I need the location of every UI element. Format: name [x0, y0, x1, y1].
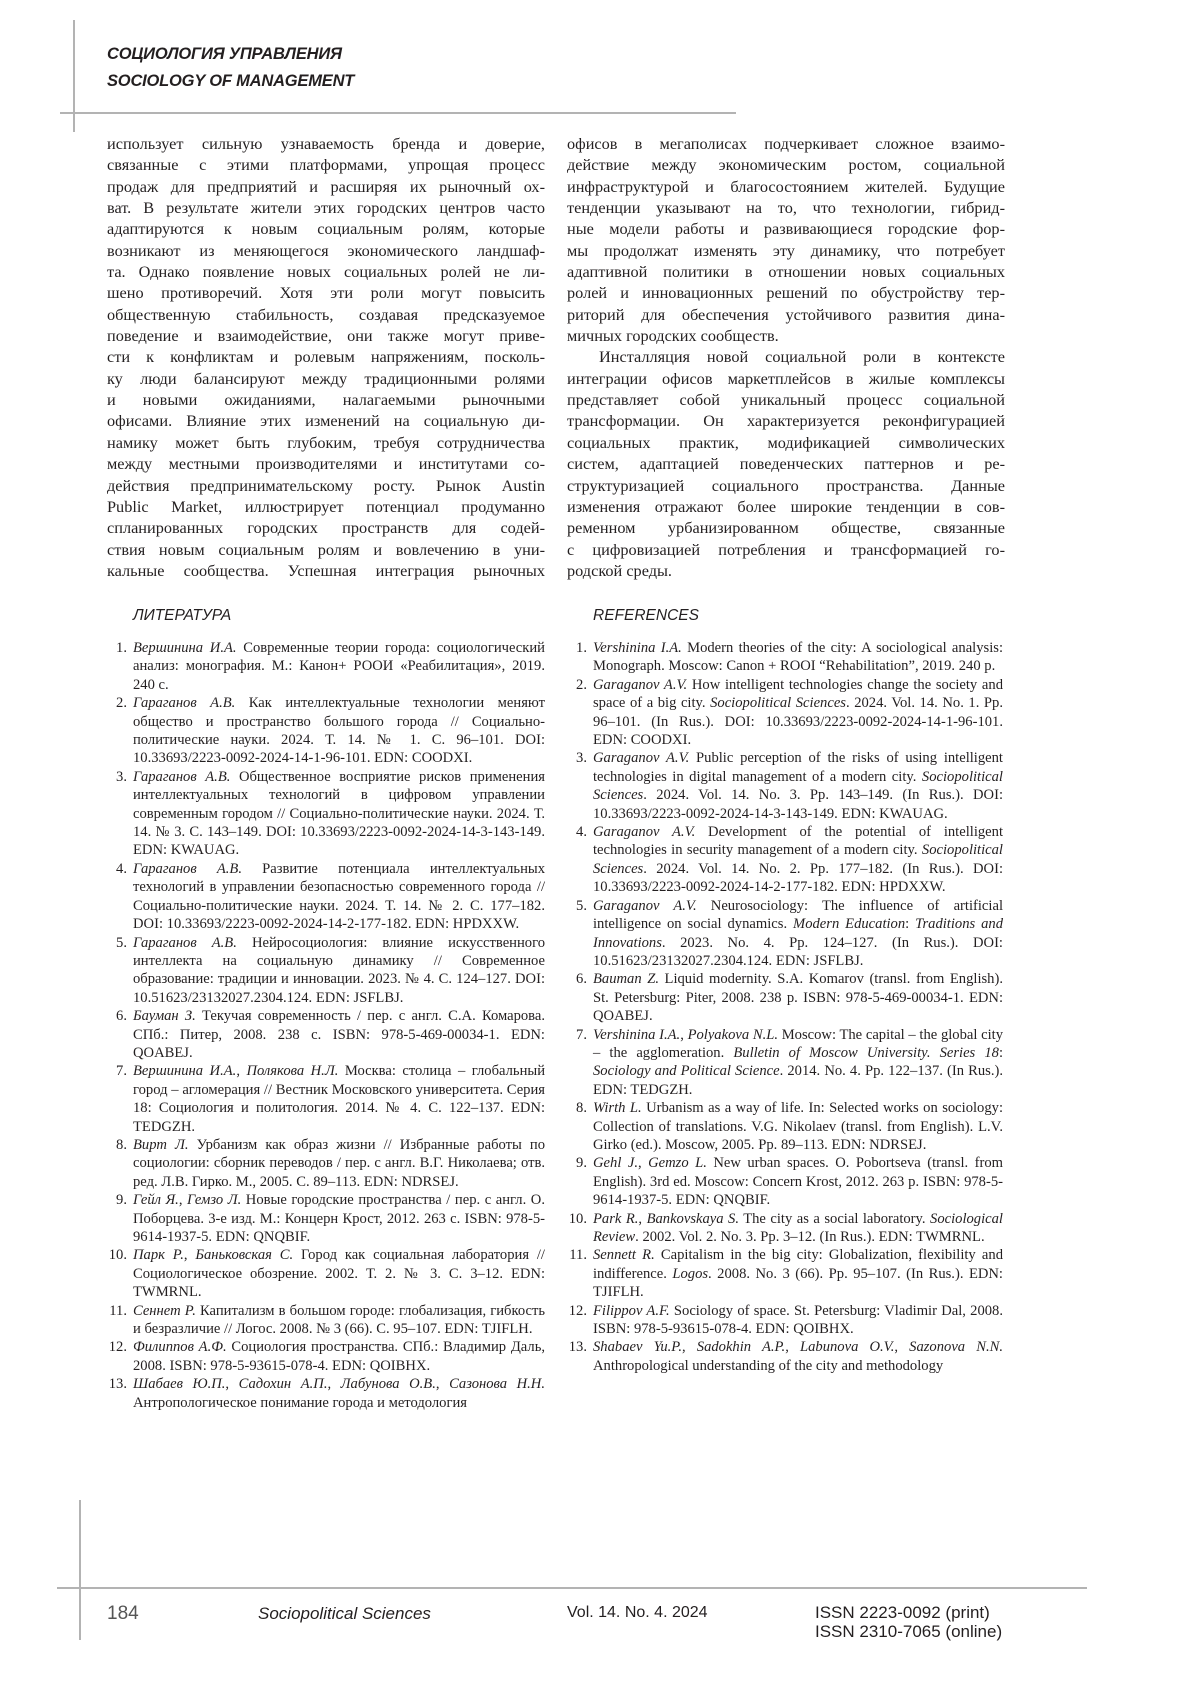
reference-number: 13.	[107, 1375, 127, 1393]
reference-text: ,	[682, 1339, 697, 1355]
reference-italic-text: Shabaev Yu.P.	[593, 1339, 682, 1355]
reference-text: Public perception of the risks of using intelligent technologies in digital management of a modern city.	[593, 750, 1003, 784]
reference-text: . 2024. Vol. 14. No. 3. Pp. 143–149. (In Rus.). DOI: 10.33693/2223-0092-2024-14-3-143-149. EDN: KWAUAG.	[593, 787, 1003, 821]
reference-number: 11.	[567, 1246, 587, 1264]
reference-number: 5.	[107, 934, 127, 952]
text-line: сти к конфликтам и ролевым напряжениям, посколь-	[107, 346, 545, 367]
text-line: использует сильную узнаваемость бренда и доверие,	[107, 133, 545, 154]
reference-text: ,	[638, 1211, 646, 1227]
text-line: с цифровизацией потребления и трансформацией го-	[567, 539, 1005, 560]
references-heading-ru: ЛИТЕРАТУРА	[133, 607, 231, 625]
reference-italic-text: Филиппов А.Ф.	[133, 1339, 227, 1355]
reference-italic-text: Sociopolitical Sciences	[593, 842, 1003, 876]
reference-item	[567, 970, 1003, 1025]
reference-text: Современные теории города: социологический анализ: монография. М.: Канон+ РООИ «Реабилитация», 2019. 240 с.	[133, 640, 545, 693]
reference-italic-text: Gehl J.	[593, 1155, 638, 1171]
reference-number: 9.	[107, 1191, 127, 1209]
text-line: спланированных городских пространств для содей-	[107, 517, 545, 538]
reference-text: Развитие потенциала интеллектуальных технологий в управлении безопасностью современного города // Социально-политические науки. 2024. Т. 14. № 2. С. 177–182. DOI: 10.33693/2223-0092-2024-14-2-177-182. EDN: HPDXXW.	[133, 861, 545, 932]
reference-text: . 2002. Vol. 2. No. 3. Pp. 3–12. (In Rus.). EDN: TWMRNL.	[635, 1229, 984, 1245]
reference-italic-text: Garaganov A.V.	[593, 898, 697, 914]
reference-italic-text: Vershinina I.A.	[593, 640, 682, 656]
text-line: адаптируются к новым социальным ролям, которые	[107, 218, 545, 239]
reference-italic-text: Сеннет Р.	[133, 1303, 196, 1319]
text-line: офисами. Влияние этих изменений на социальную ди-	[107, 410, 545, 431]
text-line: продаж для предприятий и расширяя их рыночный ох-	[107, 176, 545, 197]
text-line: родской среды.	[567, 560, 1005, 581]
reference-text: Москва: столица – глобальный город – агломерация // Вестник Московского университета. Серия 18: Социология и политология. 2014. № 4. С. 122–137. EDN: TEDGZH.	[133, 1063, 545, 1134]
reference-text: Neurosociology: The influence of artificial intelligence on social dynamics.	[593, 898, 1003, 932]
text-line: шено противоречий. Хотя эти роли могут повысить	[107, 282, 545, 303]
text-line: связанные с этими платформами, упрощая процесс	[107, 154, 545, 175]
reference-number: 4.	[107, 860, 127, 878]
text-line: мы продолжат изменять эту динамику, что потребует	[567, 240, 1005, 261]
reference-item	[107, 1062, 545, 1136]
text-line: ват. В результате жители этих городских центров часто	[107, 197, 545, 218]
reference-number: 9.	[567, 1154, 587, 1172]
reference-italic-text: Modern Education	[793, 916, 905, 932]
references-list-ru	[107, 639, 545, 1412]
footer-vertical-rule	[79, 1500, 81, 1640]
reference-italic-text: Garaganov A.V.	[593, 750, 689, 766]
reference-number: 10.	[107, 1246, 127, 1264]
reference-text: Sociology of space. St. Petersburg: Vladimir Dal, 2008. ISBN: 978-5-93615-078-4. EDN: QOIBHX.	[593, 1303, 1003, 1337]
reference-text: Новые городские пространства / пер. с англ. О. Поборцева. 3-е изд. М.: Концерн Крост, 2012. 263 с. ISBN: 978-5-9614-1937-5. EDN: QNQBIF.	[133, 1192, 545, 1245]
text-line: ролей и инновационных решений по обустройству тер-	[567, 282, 1005, 303]
reference-text: ,	[236, 1063, 246, 1079]
reference-text: Anthropological understanding of the city and methodology	[593, 1358, 943, 1374]
reference-number: 12.	[107, 1338, 127, 1356]
footer-horizontal-rule	[57, 1587, 1087, 1589]
reference-text: Нейросоциология: влияние искусственного интеллекта на социальную динамику // Современное образование: традиции и инновации. 2023. № 4. С. 124–127. DOI: 10.51623/23132027.2304.124. EDN: JSFLBJ.	[133, 935, 545, 1006]
text-line: инфраструктурой и благосостоянием жителей. Будущие	[567, 176, 1005, 197]
reference-italic-text: Sociopolitical Sciences	[593, 769, 1003, 803]
reference-italic-text: Бауман З.	[133, 1008, 196, 1024]
text-line: поведение и взаимодействие, они также могут приве-	[107, 325, 545, 346]
reference-item	[107, 639, 545, 694]
issn-online: ISSN 2310-7065 (online)	[815, 1622, 1002, 1642]
reference-number: 7.	[107, 1062, 127, 1080]
reference-italic-text: Logos	[672, 1266, 708, 1282]
text-line: действие между экономическим ростом, социальной	[567, 154, 1005, 175]
issue-info: Vol. 14. No. 4. 2024	[567, 1604, 708, 1622]
reference-text: Общественное восприятие рисков применения интеллектуальных технологий в цифровом управлении современным городом // Социально-политические науки. 2024. Т. 14. № 3. С. 143–149. DOI: 10.33693/2223-0092-2024-14-3-143-149. EDN: KWAUAG.	[133, 769, 545, 859]
reference-text: ,	[680, 1027, 687, 1043]
reference-text: Modern theories of the city: A sociological analysis: Monograph. Moscow: Canon + ROOI “Rehabilitation”, 2019. 240 p.	[593, 640, 1003, 674]
reference-italic-text: Park R.	[593, 1211, 638, 1227]
reference-text: Urbanism as a way of life. In: Selected works on sociology: Collection of translations. V.G. Nikolaev (transl. from English). L.V. Girko (ed.). Moscow, 2005. Pp. 89–113. EDN: NDRSEJ.	[593, 1100, 1003, 1153]
text-line: и новыми ожиданиями, налагаемыми рыночными	[107, 389, 545, 410]
reference-italic-text: Sazonova N.N.	[909, 1339, 1003, 1355]
reference-number: 2.	[567, 676, 587, 694]
reference-item	[107, 1007, 545, 1062]
reference-item	[107, 1375, 545, 1412]
text-line: социальных практик, модификацией символических	[567, 432, 1005, 453]
reference-item	[107, 1302, 545, 1339]
reference-italic-text: Labunova O.V.	[800, 1339, 894, 1355]
reference-italic-text: Bauman Z.	[593, 971, 659, 987]
reference-italic-text: Лабунова О.В.	[341, 1376, 436, 1392]
reference-item	[567, 1302, 1003, 1339]
text-line: кальные сообщества. Успешная интеграция рыночных	[107, 560, 545, 581]
text-line: действия предпринимательскому росту. Рынок Austin	[107, 475, 545, 496]
reference-text: . 2024. Vol. 14. No. 2. Pp. 177–182. (In Rus.). DOI: 10.33693/2223-0092-2024-14-2-177-182. EDN: HPDXXW.	[593, 861, 1003, 895]
reference-italic-text: Вершинина И.А.	[133, 640, 237, 656]
text-line: общественную стабильность, создавая предсказуемое	[107, 304, 545, 325]
reference-item	[567, 1026, 1003, 1100]
reference-item	[567, 1246, 1003, 1301]
reference-italic-text: Garaganov A.V.	[593, 824, 695, 840]
reference-italic-text: Баньковская С.	[195, 1247, 293, 1263]
reference-text: ,	[894, 1339, 909, 1355]
text-line: ствия новым социальным ролям и вовлечению в уни-	[107, 539, 545, 560]
text-line: ку люди балансируют между традиционными ролями	[107, 368, 545, 389]
reference-italic-text: Вирт Л.	[133, 1137, 188, 1153]
header-vertical-rule	[73, 20, 75, 132]
reference-italic-text: Гараганов А.В.	[133, 769, 230, 785]
reference-text: . 2008. No. 3 (66). Pp. 95–107. (In Rus.). EDN: TJIFLH.	[593, 1266, 1003, 1300]
text-line: возникают из меняющегося экономического ландшаф-	[107, 240, 545, 261]
reference-text: Урбанизм как образ жизни // Избранные работы по социологии: сборник переводов / пер. с англ. В.Г. Николаева; отв. ред. Л.В. Гирко. М., 2005. С. 89–113. EDN: NDRSEJ.	[133, 1137, 545, 1190]
reference-number: 13.	[567, 1338, 587, 1356]
page-number: 184	[107, 1603, 139, 1625]
text-line: риторий для обеспечения устойчивого развития дина-	[567, 304, 1005, 325]
reference-item	[107, 860, 545, 934]
reference-text: ,	[184, 1247, 195, 1263]
reference-text: ,	[179, 1192, 187, 1208]
header-horizontal-rule	[60, 112, 736, 114]
reference-italic-text: Вершинина И.А.	[133, 1063, 236, 1079]
text-line: Инсталляция новой социальной роли в контексте	[567, 346, 1005, 367]
text-line: офисов в мегаполисах подчеркивает сложное взаимо-	[567, 133, 1005, 154]
reference-text: Capitalism in the big city: Globalization, flexibility and indifference.	[593, 1247, 1003, 1281]
text-line: ременном урбанизированном обществе, связанные	[567, 517, 1005, 538]
reference-text: ,	[638, 1155, 648, 1171]
reference-text: ,	[785, 1339, 800, 1355]
reference-italic-text: Sennett R.	[593, 1247, 655, 1263]
reference-text: How intelligent technologies change the society and space of a big city.	[593, 677, 1003, 711]
reference-italic-text: Парк Р.	[133, 1247, 184, 1263]
reference-item	[107, 1136, 545, 1191]
reference-number: 5.	[567, 897, 587, 915]
reference-number: 6.	[567, 970, 587, 988]
reference-text: Капитализм в большом городе: глобализация, гибкость и безразличие // Логос. 2008. № 3 (66). С. 95–107. EDN: TJIFLH.	[133, 1303, 545, 1337]
reference-text: Текучая современность / пер. с англ. С.А. Комарова. СПб.: Питер, 2008. 238 с. ISBN: 978-5-469-00034-1. EDN: QOABEJ.	[133, 1008, 545, 1061]
reference-item	[107, 768, 545, 860]
section-title-en: SOCIOLOGY OF MANAGEMENT	[107, 72, 354, 91]
text-line: Public Market, иллюстрирует потенциал продуманно	[107, 496, 545, 517]
text-line: та. Однако появление новых социальных ролей не ли-	[107, 261, 545, 282]
reference-text: ,	[225, 1376, 238, 1392]
body-column-left	[107, 133, 545, 581]
reference-number: 3.	[567, 749, 587, 767]
reference-italic-text: Полякова Н.Л.	[246, 1063, 338, 1079]
reference-number: 10.	[567, 1210, 587, 1228]
reference-italic-text: Traditions and Innovations	[593, 916, 1003, 950]
reference-number: 3.	[107, 768, 127, 786]
reference-number: 1.	[107, 639, 127, 657]
reference-text: :	[905, 916, 915, 932]
reference-item	[567, 749, 1003, 823]
reference-item	[107, 1246, 545, 1301]
reference-italic-text: Садохин А.П.	[239, 1376, 328, 1392]
reference-text: The city as a social laboratory.	[739, 1211, 930, 1227]
reference-text: . 2023. No. 4. Pp. 124–127. (In Rus.). DOI: 10.51623/23132027.2304.124. EDN: JSFLBJ.	[593, 935, 1003, 969]
reference-italic-text: Sociology and Political Science	[593, 1063, 780, 1079]
reference-item	[107, 1191, 545, 1246]
reference-italic-text: Гейл Я.	[133, 1192, 179, 1208]
text-line: между местными производителями и институтами со-	[107, 453, 545, 474]
reference-item	[567, 1099, 1003, 1154]
journal-name: Sociopolitical Sciences	[258, 1604, 431, 1624]
text-line: намику может быть глубоким, требуя сотрудничества	[107, 432, 545, 453]
reference-number: 1.	[567, 639, 587, 657]
reference-text: ,	[436, 1376, 449, 1392]
reference-item	[567, 1338, 1003, 1375]
reference-item	[567, 1154, 1003, 1209]
reference-number: 6.	[107, 1007, 127, 1025]
reference-text: Город как социальная лаборатория // Социологическое обозрение. 2002. Т. 2. № 3. С. 3–12. EDN: TWMRNL.	[133, 1247, 545, 1300]
section-title-ru: СОЦИОЛОГИЯ УПРАВЛЕНИЯ	[107, 45, 342, 64]
reference-italic-text: Сазонова Н.Н.	[449, 1376, 545, 1392]
reference-text: Development of the potential of intelligent technologies in security management of a modern city.	[593, 824, 1003, 858]
text-line: трансформации. Он характеризуется реконфигурацией	[567, 410, 1005, 431]
reference-text: New urban spaces. O. Pobortseva (transl. from English). 3rd ed. Moscow: Concern Krost, 2012. 263 p. ISBN: 978-5-9614-1937-5. EDN: QNQBIF.	[593, 1155, 1003, 1208]
text-line: мичных городских сообществ.	[567, 325, 1005, 346]
reference-italic-text: Polyakova N.L.	[688, 1027, 778, 1043]
reference-italic-text: Шабаев Ю.П.	[133, 1376, 225, 1392]
reference-italic-text: Sadokhin A.P.	[697, 1339, 785, 1355]
reference-italic-text: Bulletin of Moscow University. Series 18	[733, 1045, 999, 1061]
reference-italic-text: Sociopolitical Sciences	[710, 695, 846, 711]
reference-number: 8.	[567, 1099, 587, 1117]
text-line: представляет собой уникальный процесс социальной	[567, 389, 1005, 410]
text-line: ные модели работы и развивающиеся городские фор-	[567, 218, 1005, 239]
reference-italic-text: Garaganov A.V.	[593, 677, 687, 693]
issn-print: ISSN 2223-0092 (print)	[815, 1603, 990, 1623]
reference-item	[567, 823, 1003, 897]
reference-item	[567, 676, 1003, 750]
text-line: структуризацией социального пространства. Данные	[567, 475, 1005, 496]
reference-italic-text: Filippov A.F.	[593, 1303, 670, 1319]
reference-text: :	[999, 1045, 1003, 1061]
body-column-right	[567, 133, 1005, 581]
references-heading-en: REFERENCES	[593, 607, 699, 625]
reference-text: . 2014. No. 4. Pp. 122–137. (In Rus.). EDN: TEDGZH.	[593, 1063, 1003, 1097]
reference-italic-text: Гараганов А.В.	[133, 695, 235, 711]
reference-item	[107, 694, 545, 768]
reference-text: Антропологическое понимание города и методология	[133, 1395, 467, 1411]
reference-number: 8.	[107, 1136, 127, 1154]
reference-italic-text: Vershinina I.A.	[593, 1027, 680, 1043]
reference-number: 4.	[567, 823, 587, 841]
reference-number: 12.	[567, 1302, 587, 1320]
text-line: адаптивной политики в отношении новых социальных	[567, 261, 1005, 282]
reference-text: Как интеллектуальные технологии меняют общество и пространство большого города // Социально-политические науки. 2024. Т. 14. № 1. С. 96–101. DOI: 10.33693/2223-0092-2024-14-1-96-101. EDN: COODXI.	[133, 695, 545, 766]
text-line: изменения отражают более широкие тенденции в сов-	[567, 496, 1005, 517]
text-line: тенденции указывают на то, что технологии, гибрид-	[567, 197, 1005, 218]
reference-italic-text: Гемзо Л.	[187, 1192, 241, 1208]
reference-item	[567, 639, 1003, 676]
text-line: систем, адаптацией поведенческих паттернов и ре-	[567, 453, 1005, 474]
text-line: интеграции офисов маркетплейсов в жилые комплексы	[567, 368, 1005, 389]
reference-text: . 2024. Vol. 14. No. 1. Pp. 96–101. (In Rus.). DOI: 10.33693/2223-0092-2024-14-1-96-101. EDN: COODXI.	[593, 695, 1003, 748]
reference-text: Социология пространства. СПб.: Владимир Даль, 2008. ISBN: 978-5-93615-078-4. EDN: QOIBHX.	[133, 1339, 545, 1373]
reference-item	[107, 1338, 545, 1375]
references-list-en	[567, 639, 1003, 1375]
reference-italic-text: Gemzo L.	[648, 1155, 707, 1171]
reference-text: Moscow: The capital – the global city – the agglomeration.	[593, 1027, 1003, 1061]
reference-italic-text: Sociological Review	[593, 1211, 1003, 1245]
reference-number: 7.	[567, 1026, 587, 1044]
reference-number: 2.	[107, 694, 127, 712]
reference-item	[107, 934, 545, 1008]
reference-italic-text: Wirth L.	[593, 1100, 642, 1116]
reference-item	[567, 1210, 1003, 1247]
reference-item	[567, 897, 1003, 971]
reference-number: 11.	[107, 1302, 127, 1320]
reference-text: ,	[327, 1376, 340, 1392]
reference-text: Liquid modernity. S.A. Komarov (transl. from English). St. Petersburg: Piter, 2008. 238 p. ISBN: 978-5-469-00034-1. EDN: QOABEJ.	[593, 971, 1003, 1024]
reference-italic-text: Bankovskaya S.	[647, 1211, 739, 1227]
reference-italic-text: Гараганов А.В.	[133, 861, 242, 877]
reference-italic-text: Гараганов А.В.	[133, 935, 237, 951]
